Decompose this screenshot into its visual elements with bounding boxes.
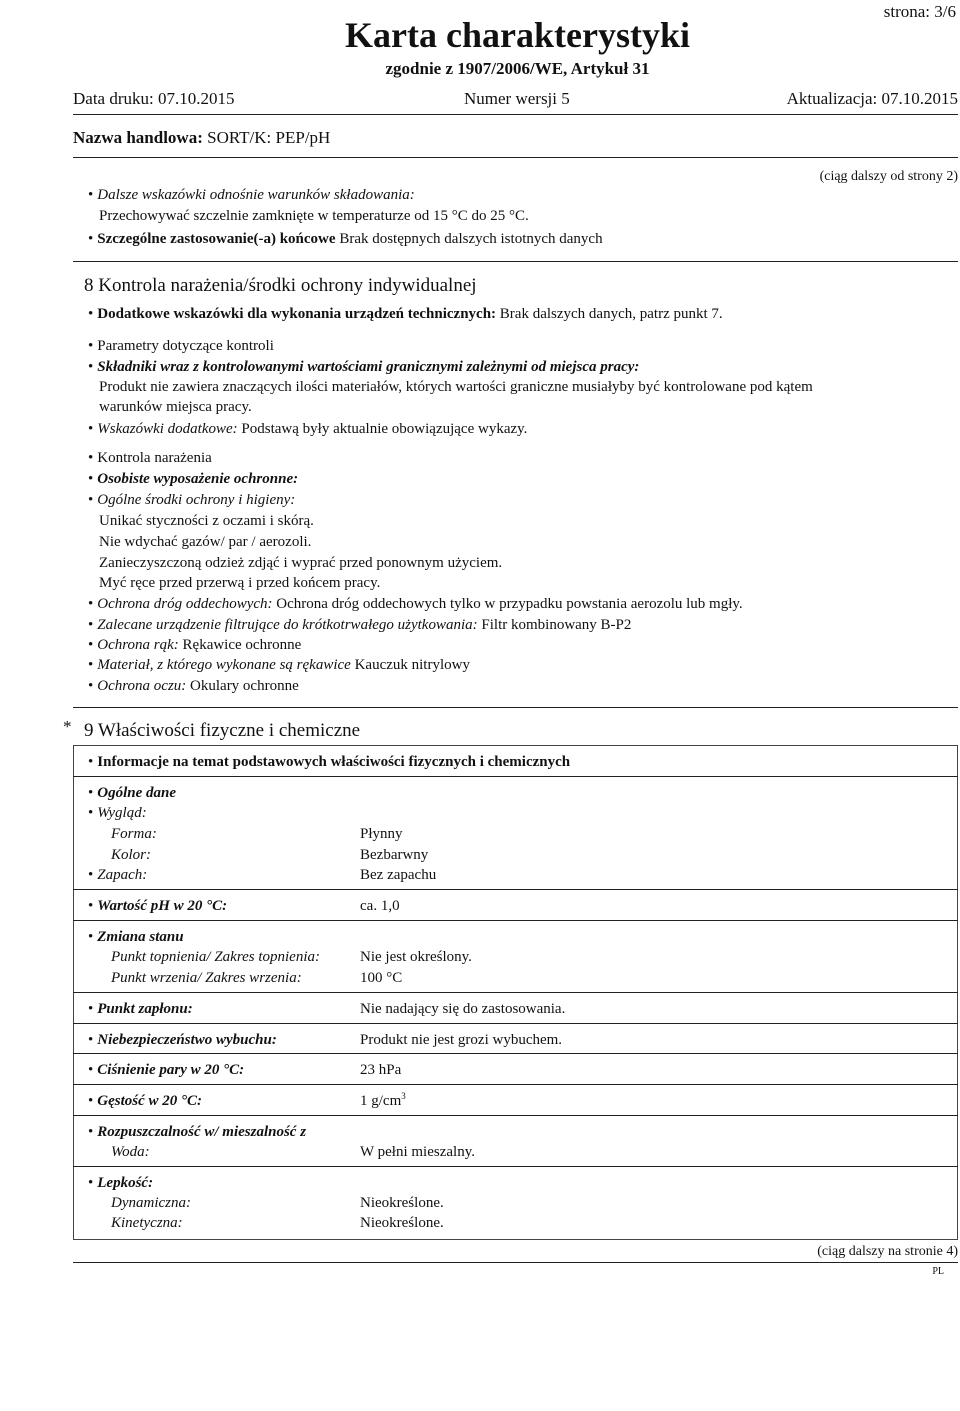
update-date: Aktualizacja: 07.10.2015 [786, 89, 958, 108]
components-label: • Składniki wraz z kontrolowanymi wartościami granicznymi zależnymi od miejsca pracy: [88, 359, 639, 376]
continued-to-note: (ciąg dalszy na stronie 4) [817, 1244, 958, 1259]
eye-protection-line [88, 678, 299, 695]
filter-text: Filtr kombinowany B-P2 [481, 617, 632, 633]
additional-notes-label: • Wskazówki dodatkowe: [88, 421, 238, 437]
tech-measures-text: Brak dalszych danych, patrz punkt 7. [499, 306, 723, 322]
kinematic-viscosity-label: Kinetyczna: [111, 1215, 183, 1231]
hygiene-item: Unikać styczności z oczami i skórą. [99, 513, 314, 529]
storage-text: Przechowywać szczelnie zamknięte w temperaturze od 15 °C do 25 °C. [99, 208, 529, 224]
density-exponent: 3 [401, 1091, 406, 1101]
components-text-2: warunków miejsca pracy. [99, 399, 252, 415]
section-8-heading: 8 Kontrola narażenia/środki ochrony indywidualnej [84, 275, 477, 296]
dynamic-viscosity-label: Dynamiczna: [111, 1195, 191, 1211]
basic-info-label: • Informacje na temat podstawowych właściwości fizycznych i chemicznych [88, 754, 570, 771]
filter-line [88, 617, 631, 634]
eye-protection-text: Okulary ochronne [190, 678, 299, 694]
form-value: Płynny [360, 826, 403, 842]
boiling-point-value: 100 °C [360, 970, 403, 986]
end-use-line [88, 231, 603, 248]
solubility-label: • Rozpuszczalność w/ mieszalność z [88, 1124, 306, 1141]
storage-label: • Dalsze wskazówki odnośnie warunków składowania: [88, 187, 415, 204]
melting-point-value: Nie jest określony. [360, 949, 472, 965]
header-divider [73, 114, 958, 115]
form-label: Forma: [111, 826, 157, 842]
density-value [360, 1093, 406, 1110]
viscosity-label: • Lepkość: [88, 1175, 153, 1192]
boiling-point-label: Punkt wrzenia/ Zakres wrzenia: [111, 970, 302, 986]
exposure-control-label: • Kontrola narażenia [88, 450, 212, 467]
glove-material-text: Kauczuk nitrylowy [354, 657, 470, 673]
additional-notes-line [88, 421, 527, 438]
dynamic-viscosity-value: Nieokreślone. [360, 1195, 444, 1211]
kinematic-viscosity-value: Nieokreślone. [360, 1215, 444, 1231]
box-divider [73, 1053, 958, 1054]
appearance-label: • Wygląd: [88, 805, 147, 822]
box-divider [73, 1115, 958, 1116]
hygiene-label: • Ogólne środki ochrony i higieny: [88, 492, 295, 509]
state-change-label: • Zmiana stanu [88, 929, 184, 946]
trade-name-value: SORT/K: PEP/pH [207, 128, 331, 147]
ph-label: • Wartość pH w 20 °C: [88, 898, 227, 915]
revision-marker: * [63, 717, 72, 736]
box-divider [73, 920, 958, 921]
box-divider [73, 992, 958, 993]
respiratory-label: • Ochrona dróg oddechowych: [88, 596, 273, 612]
document-subtitle: zgodnie z 1907/2006/WE, Artykuł 31 [385, 59, 650, 78]
trade-name [73, 128, 330, 148]
odor-label: • Zapach: [88, 867, 147, 884]
end-use-text: Brak dostępnych dalszych istotnych danych [339, 231, 603, 247]
section-divider [73, 707, 958, 708]
water-value: W pełni mieszalny. [360, 1144, 475, 1160]
hygiene-item: Nie wdychać gazów/ par / aerozoli. [99, 534, 312, 550]
hygiene-item: Myć ręce przed przerwą i przed końcem pracy. [99, 575, 381, 591]
box-divider [73, 889, 958, 890]
vapor-pressure-value: 23 hPa [360, 1062, 402, 1078]
version-number: Numer wersji 5 [464, 89, 570, 108]
box-divider [73, 776, 958, 777]
water-label: Woda: [111, 1144, 150, 1160]
respiratory-text: Ochrona dróg oddechowych tylko w przypadku powstania aerozolu lub mgły. [276, 596, 743, 612]
explosion-value: Produkt nie jest grozi wybuchem. [360, 1032, 563, 1048]
hand-protection-label: • Ochrona rąk: [88, 637, 179, 653]
respiratory-line [88, 596, 743, 613]
general-data-label: • Ogólne dane [88, 785, 176, 802]
language-code: PL [932, 1266, 944, 1277]
continued-from-note: (ciąg dalszy od strony 2) [819, 169, 958, 184]
hand-protection-line [88, 637, 301, 654]
color-label: Kolor: [111, 847, 152, 863]
end-use-label: • Szczególne zastosowanie(-a) końcowe [88, 231, 336, 247]
explosion-label: • Niebezpieczeństwo wybuchu: [88, 1032, 277, 1049]
hand-protection-text: Rękawice ochronne [182, 637, 302, 653]
flash-point-label: • Punkt zapłonu: [88, 1001, 193, 1018]
eye-protection-label: • Ochrona oczu: [88, 678, 186, 694]
hygiene-item: Zanieczyszczoną odzież zdjąć i wyprać przed ponownym użyciem. [99, 555, 503, 571]
flash-point-value: Nie nadający się do zastosowania. [360, 1001, 566, 1017]
document-title: Karta charakterystyki [345, 15, 690, 55]
vapor-pressure-label: • Ciśnienie pary w 20 °C: [88, 1062, 244, 1079]
color-value: Bezbarwny [360, 847, 429, 863]
page-number: strona: 3/6 [883, 2, 956, 21]
components-text-1: Produkt nie zawiera znaczących ilości materiałów, których wartości graniczne musiałyby być kontrolowane pod kątem [99, 379, 813, 395]
footer-divider [73, 1262, 958, 1263]
control-params-label: • Parametry dotyczące kontroli [88, 338, 274, 355]
ph-value: ca. 1,0 [360, 898, 400, 914]
glove-material-label: • Materiał, z którego wykonane są rękawice [88, 657, 351, 673]
melting-point-label: Punkt topnienia/ Zakres topnienia: [111, 949, 320, 965]
box-divider [73, 1166, 958, 1167]
filter-label: • Zalecane urządzenie filtrujące do krótkotrwałego użytkowania: [88, 617, 478, 633]
section-divider [73, 261, 958, 262]
density-number: 1 g/cm [360, 1093, 402, 1109]
box-divider [73, 1023, 958, 1024]
additional-notes-text: Podstawą były aktualnie obowiązujące wykazy. [241, 421, 528, 437]
trade-name-label: Nazwa handlowa: [73, 128, 203, 147]
trade-name-divider [73, 157, 958, 158]
density-label: • Gęstość w 20 °C: [88, 1093, 202, 1110]
tech-measures-label: • Dodatkowe wskazówki dla wykonania urządzeń technicznych: [88, 306, 496, 322]
glove-material-line [88, 657, 470, 674]
odor-value: Bez zapachu [360, 867, 437, 883]
print-date: Data druku: 07.10.2015 [73, 89, 235, 108]
box-divider [73, 1084, 958, 1085]
tech-measures-line [88, 306, 723, 323]
ppe-label: • Osobiste wyposażenie ochronne: [88, 471, 298, 488]
section-9-heading: 9 Właściwości fizyczne i chemiczne [84, 720, 361, 741]
